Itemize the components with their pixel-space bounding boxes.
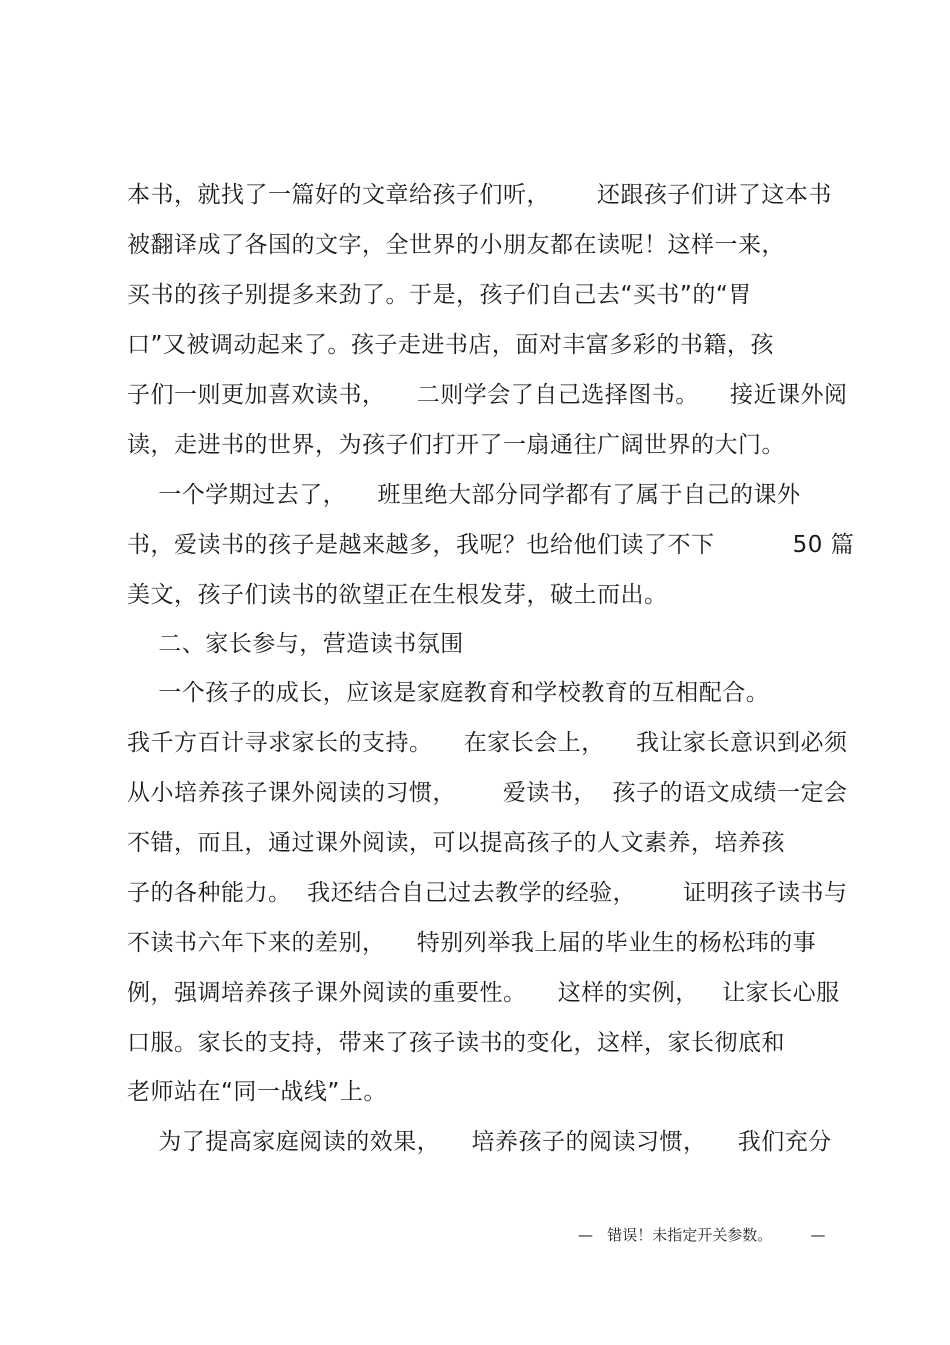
body-line-13: 从小培养孩子课外阅读的习惯， 爱读书， 孩子的语文成绩一定会 xyxy=(127,780,848,806)
body-line-9: 美文，孩子们读书的欲望正在生根发芽，破土而出。 xyxy=(127,582,668,608)
body-line-14: 不错，而且，通过课外阅读，可以提高孩子的人文素养，培养孩 xyxy=(127,830,785,856)
body-line-19: 老师站在“同一战线”上。 xyxy=(127,1079,387,1105)
body-line-16: 不读书六年下来的差别， 特别列举我上届的毕业生的杨松玮的事 xyxy=(127,930,817,956)
body-line-17: 例，强调培养孩子课外阅读的重要性。 这样的实例， 让家长心服 xyxy=(127,980,840,1006)
body-line-6: 读，走进书的世界，为孩子们打开了一扇通往广阔世界的大门。 xyxy=(127,432,785,458)
body-line-4: 口”又被调动起来了。孩子走进书店，面对丰富多彩的书籍，孩 xyxy=(127,332,774,358)
body-line-12: 我千方百计寻求家长的支持。 在家长会上， 我让家长意识到必须 xyxy=(127,730,848,756)
body-line-3: 买书的孩子别提多来劲了。于是，孩子们自己去“买书”的“胃 xyxy=(127,282,752,308)
body-line-11: 一个孩子的成长，应该是家庭教育和学校教育的互相配合。 xyxy=(127,680,770,706)
body-line-20: 为了提高家庭阅读的效果， 培养孩子的阅读习惯， 我们充分 xyxy=(127,1129,832,1155)
page-footer: — 错误！未指定开关参数。 — xyxy=(578,1226,826,1244)
body-line-1: 本书，就找了一篇好的文章给孩子们听， 还跟孩子们讲了这本书 xyxy=(127,182,832,208)
body-line-8: 书，爱读书的孩子是越来越多，我呢？也给他们读了不下 50 篇 xyxy=(127,532,855,558)
body-line-2: 被翻译成了各国的文字，全世界的小朋友都在读呢！这样一来， xyxy=(127,232,785,258)
body-line-15: 子的各种能力。 我还结合自己过去教学的经验， 证明孩子读书与 xyxy=(127,880,848,906)
body-line-18: 口服。家长的支持，带来了孩子读书的变化，这样，家长彻底和 xyxy=(127,1030,785,1056)
body-line-5: 子们一则更加喜欢读书， 二则学会了自己选择图书。 接近课外阅 xyxy=(127,382,848,408)
body-line-7: 一个学期过去了， 班里绝大部分同学都有了属于自己的课外 xyxy=(127,482,801,508)
section-heading: 二、家长参与，营造读书氛围 xyxy=(127,631,464,657)
